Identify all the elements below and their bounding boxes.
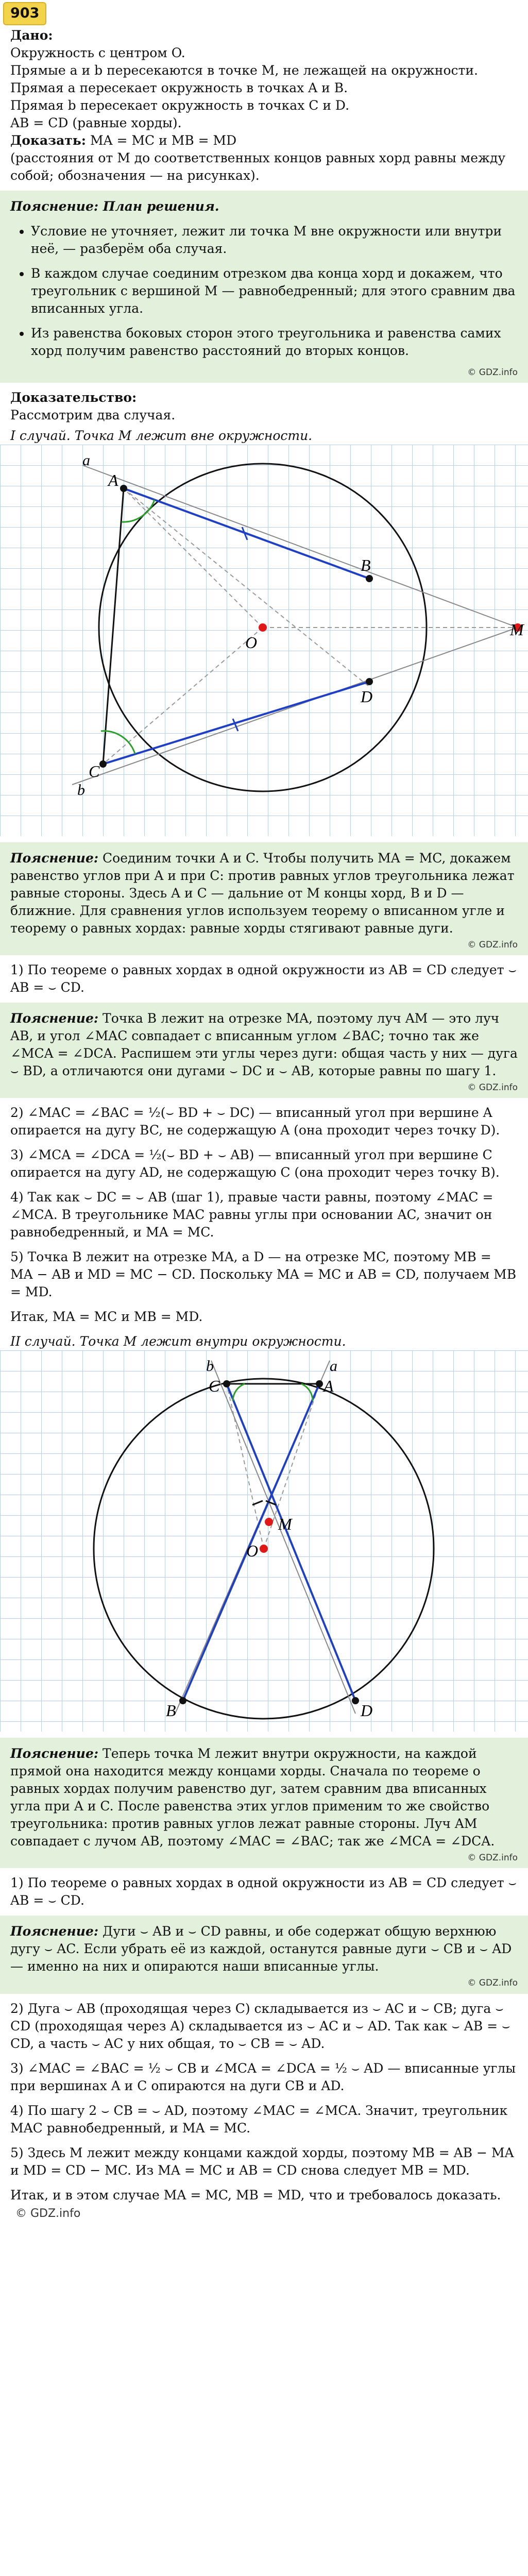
case2-title: II случай. Точка M лежит внутри окружности. [10,1334,346,1349]
case2-label-C: C [209,1377,220,1396]
case1-note2-credit: © GDZ.info [467,1082,518,1093]
case1-label-O: O [245,633,258,652]
case2-note [0,1738,528,1868]
case1-note-label: Пояснение: [10,851,99,866]
case2-steps [0,2000,528,2222]
case2-angle-C [233,1384,245,1401]
case2-conclusion [10,2187,518,2222]
case2-label-B: B [166,1701,176,1720]
case1-step1-block [0,961,528,996]
case2-point-M [265,1518,273,1526]
case1-helper-AD [124,488,369,687]
case1-figure [0,445,528,836]
given-line: Прямая a пересекает окружность в точках A и B. [10,80,348,95]
case2-note2-credit: © GDZ.info [467,1978,518,1989]
case2-note2-label: Пояснение: [10,1924,99,1939]
case2-note-credit: © GDZ.info [467,1853,518,1863]
case2-point-D [352,1697,359,1704]
case2-note-text: Теперь точка M лежит внутри окружности, на каждой прямой она находится между концами хорды. Сначала по теореме о равных хордах получим равенство дуг, затем сравним два вписанных угла при A и C. После равенства этих углов применим то же свойство треугольника: против равных углов лежат равные стороны. Луч AM совпадает с лучом AB, поэтому ∠MAC = ∠BAC; так же ∠MCA = ∠DCA. [10,1746,495,1849]
plan-item: • В каждом случае соединим отрезком два конца хорд и докажем, что треугольник с вершиной M — равнобедренный; для этого сравним два вписанных угла. [31,265,518,317]
case2-step1-block [0,1874,528,1909]
case1-angle-C [101,731,135,754]
plan-list [10,223,518,360]
case2-point-C [223,1380,230,1387]
plan-note [0,191,528,383]
case1-label-b: b [77,782,85,799]
case1-step: 5) Точка B лежит на отрезке MA, а D — на отрезке MC, поэтому MB = MA − AB и MD = MC − CD. Поскольку MA = MC и AB = CD, получаем MB = MD. [10,1249,517,1300]
given-line: AB = CD (равные хорды). [10,115,182,130]
case1-label-B: B [361,556,371,575]
case1-label-A: A [108,471,118,490]
case2-note2 [0,1916,528,1993]
case2-point-O [260,1545,268,1553]
case1-point-A [120,485,127,492]
case1-helper-OC [103,628,263,764]
proof-intro-text: Рассмотрим два случая. [10,408,176,423]
given-section [0,0,528,184]
case1-line-b [72,628,518,785]
case1-note [0,842,528,955]
case2-point-B [179,1697,186,1704]
case1-label-M: M [510,620,524,639]
proof-intro [0,389,528,445]
case1-title: I случай. Точка M лежит вне окружности. [10,428,313,444]
plan-heading: Пояснение: План решения. [10,199,219,214]
proof-heading: Доказательство: [10,390,137,405]
case2-step: 5) Здесь M лежит между концами каждой хорды, поэтому MB = AB − MA и MD = CD − MC. Из MA = MC и AB = CD снова следует MB = MD. [10,2145,514,2178]
case2-label-A: A [323,1377,334,1396]
case1-point-B [366,575,373,582]
case1-note-credit: © GDZ.info [467,940,518,951]
case1-helper-OA [124,488,263,628]
case1-tick-CD [233,719,238,731]
case1-step: 3) ∠MCA = ∠DCA = ½(⌣ BD + ⌣ AB) — вписанный угол при вершине C опирается на дугу AD, не содержащую C (она проходит через точку B). [10,1147,500,1180]
case1-line-a [82,465,518,628]
prove-line [10,132,518,149]
case2-label-b: b [206,1358,214,1375]
plan-item: • Из равенства боковых сторон этого треугольника и равенства самих хорд получим равенство расстояний до вторых концов. [31,325,518,360]
case2-step1: 1) По теореме о равных хордах в одной окружности из AB = CD следует ⌣ AB = ⌣ CD. [10,1875,517,1908]
case2-step: 3) ∠MAC = ∠BAC = ½ ⌣ CB и ∠MCA = ∠DCA = ½ ⌣ AD — вписанные углы при вершинах A и C опираются на дуги CB и AD. [10,2060,516,2093]
case2-step: 4) По шагу 2 ⌣ CB = ⌣ AD, поэтому ∠MAC = ∠MCA. Значит, треугольник MAC равнобедренный, и MA = MC. [10,2103,508,2136]
prove-text: MA = MC и MB = MD [90,133,237,148]
case1-point-O [259,623,267,632]
case1-diagram [0,445,528,836]
case2-label-M: M [278,1515,292,1534]
case2-label-a: a [330,1358,337,1375]
case2-figure [0,1350,528,1732]
case1-note-text: Соединим точки A и C. Чтобы получить MA = MC, докажем равенство углов при A и при C: против равных углов треугольника лежат равные стороны. Здесь A и C — дальние от M концы хорд, B и D — ближние. Для сравнения углов используем теорему о вписанном угле и теорему о равных хордах: равные хорды стягивают равные дуги. [10,851,515,936]
case1-note2-label: Пояснение: [10,1011,99,1026]
case1-step: 4) Так как ⌣ DC = ⌣ AB (шаг 1), правые части равны, поэтому ∠MAC = ∠MCA. В треугольнике MAC равны углы при основании AC, значит он равнобедренный, и MA = MC. [10,1190,493,1240]
case2-note-label: Пояснение: [10,1746,99,1761]
case2-label-O: O [246,1541,259,1561]
given-line: Прямая b пересекает окружность в точках C и D. [10,98,350,113]
prove-heading: Доказать: [10,133,86,148]
plan-item: • Условие не уточняет, лежит ли точка M вне окружности или внутри неё, — разберём оба случая. [31,223,518,258]
case1-chord-AC [103,488,124,764]
problem-number-badge: 903 [3,2,46,25]
case1-note2 [0,1003,528,1098]
case2-conclusion-text: Итак, и в этом случае MA = MC, MB = MD, что и требовалось доказать. [10,2187,501,2202]
case1-point-C [99,760,107,768]
case1-point-D [366,678,373,685]
case2-final-credit: © GDZ.info [15,2207,81,2220]
case2-diagram [0,1350,528,1732]
case1-chord-AB [124,488,369,579]
given-line: Окружность с центром O. [10,45,185,60]
case1-note2-text: Точка B лежит на отрезке MA, поэтому луч AM — это луч AB, и угол ∠MAC совпадает с вписанным углом ∠BAC; точно так же ∠MCA = ∠DCA. Распишем эти углы через дуги: общая часть у них — дуга ⌣ BD, а отличаются они дугами ⌣ DC и ⌣ AB, которые равны по шагу 1. [10,1011,518,1079]
case1-chord-CD [103,682,369,764]
case1-steps [0,1104,528,1350]
case1-conclusion: Итак, MA = MC и MB = MD. [10,1309,203,1325]
case1-label-C: C [89,762,100,781]
case1-step1: 1) По теореме о равных хордах в одной окружности из AB = CD следует ⌣ AB = ⌣ CD. [10,962,517,995]
case2-step: 2) Дуга ⌣ AB (проходящая через C) складывается из ⌣ AC и ⌣ CB; дуга ⌣ CD (проходящая через A) складывается из ⌣ AC и ⌣ AD. Так как ⌣ AB = ⌣ CD, а часть ⌣ AC у них общая, то ⌣ CB = ⌣ AD. [10,2001,510,2051]
case2-angle-A [301,1384,313,1401]
case2-note2-text: Дуги ⌣ AB и ⌣ CD равны, и обе содержат общую верхнюю дугу ⌣ AC. Если убрать её из каждой, останутся равные дуги ⌣ CB и ⌣ AD — именно на них и опираются наши вписанные углы. [10,1924,512,1974]
case2-point-A [316,1380,323,1387]
case2-label-D: D [361,1701,373,1720]
case1-step: 2) ∠MAC = ∠BAC = ½(⌣ BD + ⌣ DC) — вписанный угол при вершине A опирается на дугу BC, не содержащую A (она проходит через точку D). [10,1105,500,1138]
prove-note: (расстояния от M до соответственных концов равных хорд равны между собой; обозначения — на рисунках). [10,150,506,183]
given-heading: Дано: [10,28,53,43]
case1-label-D: D [361,687,373,706]
plan-credit: © GDZ.info [467,367,518,378]
given-line: Прямые a и b пересекаются в точке M, не лежащей на окружности. [10,63,478,78]
case1-label-a: a [82,452,90,469]
